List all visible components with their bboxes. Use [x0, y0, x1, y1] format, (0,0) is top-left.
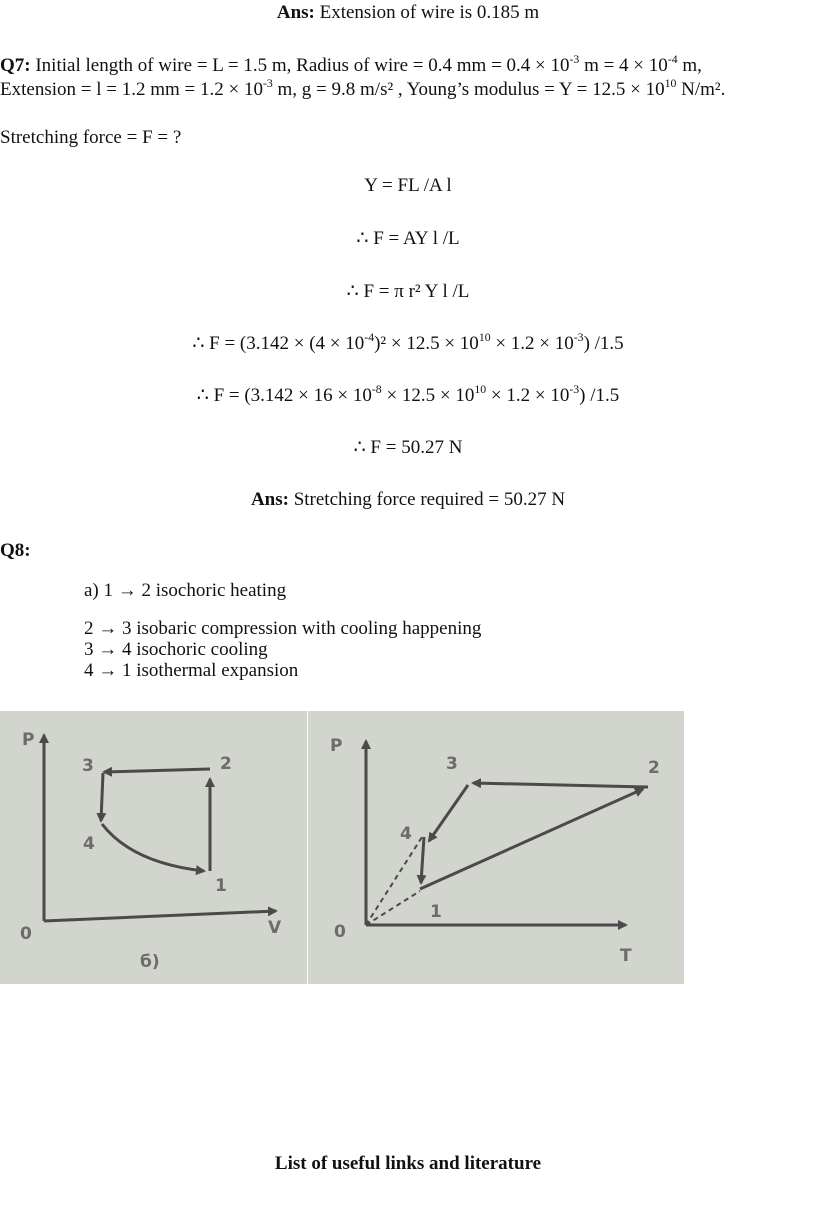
- answer-text: Stretching force required = 50.27 N: [293, 489, 566, 510]
- point-label-2: 2: [648, 758, 660, 778]
- answer-label: Ans:: [276, 2, 315, 23]
- answer-label: Ans:: [250, 489, 289, 510]
- pt-diagram: [308, 711, 684, 984]
- point-label-3: 3: [82, 756, 94, 776]
- equation-4: ∴ $F = (3.142 \times (4 \times 10^{-4})^2 \times 12.5 \times 10^{10} \times 1.2 \times 10^{-3})$ /1.5: [192, 330, 624, 354]
- axis-p-label: P: [22, 730, 35, 750]
- axis-v-label: V: [268, 918, 282, 938]
- q7-answer: [0, 489, 816, 512]
- section-heading: List of useful links and literature: [274, 1153, 542, 1174]
- figure-caption: б): [140, 952, 160, 972]
- q8-label: Q8:: [0, 540, 31, 561]
- origin-label: 0: [20, 924, 32, 944]
- q7-find: Stretching force = F = ?: [0, 127, 182, 148]
- q8-line-1: a) 1 → 2 isochoric heating: [84, 580, 287, 601]
- equation-3: ∴ F = π r² Y l /L: [346, 281, 470, 302]
- axis-t-label: T: [620, 946, 632, 966]
- point-label-3: 3: [446, 754, 458, 774]
- equation-6: ∴ F = 50.27 N: [353, 437, 463, 458]
- equation-1: Y = FL /A l: [364, 175, 452, 196]
- point-label-1: 1: [215, 876, 227, 896]
- pv-diagram: [0, 711, 307, 984]
- q8-line-2: 2 → 3 isobaric compression with cooling happening: [84, 618, 482, 639]
- point-label-4: 4: [83, 834, 95, 854]
- q7-line-2: Extension = l = 1.2 mm = $1.2 \times 10^{-3}$ m, g = 9.8 m/s² , Young’s modulus = $Y = 12.5 \times 10^{10}$ N/m².: [0, 76, 726, 100]
- point-label-2: 2: [220, 754, 232, 774]
- point-label-1: 1: [430, 902, 442, 922]
- answer-text: Extension of wire is 0.185 m: [319, 2, 540, 23]
- q7-label: Q7:: [0, 55, 31, 76]
- q8-process-list: [84, 618, 481, 681]
- q7-line-1: Q7: Initial length of wire = L = 1.5 m, Radius of wire = 0.4 mm = $0.4 \times 10^{-3}$ $m = 4 \times 10^{-4}$ m,: [0, 52, 702, 76]
- q8-line-4: 4 → 1 isothermal expansion: [84, 660, 299, 681]
- q6-answer: [0, 2, 816, 25]
- q8-line-3: 3 → 4 isochoric cooling: [84, 639, 268, 660]
- equation-2: ∴ F = AY l /L: [356, 228, 460, 249]
- equation-5: ∴ $F = (3.142 \times 16 \times 10^{-8} \times 12.5 \times 10^{10} \times 1.2 \times 10^{-3})$ /1.5: [196, 382, 620, 406]
- axis-p-label: P: [330, 736, 343, 756]
- origin-label: 0: [334, 922, 346, 942]
- point-label-4: 4: [400, 824, 412, 844]
